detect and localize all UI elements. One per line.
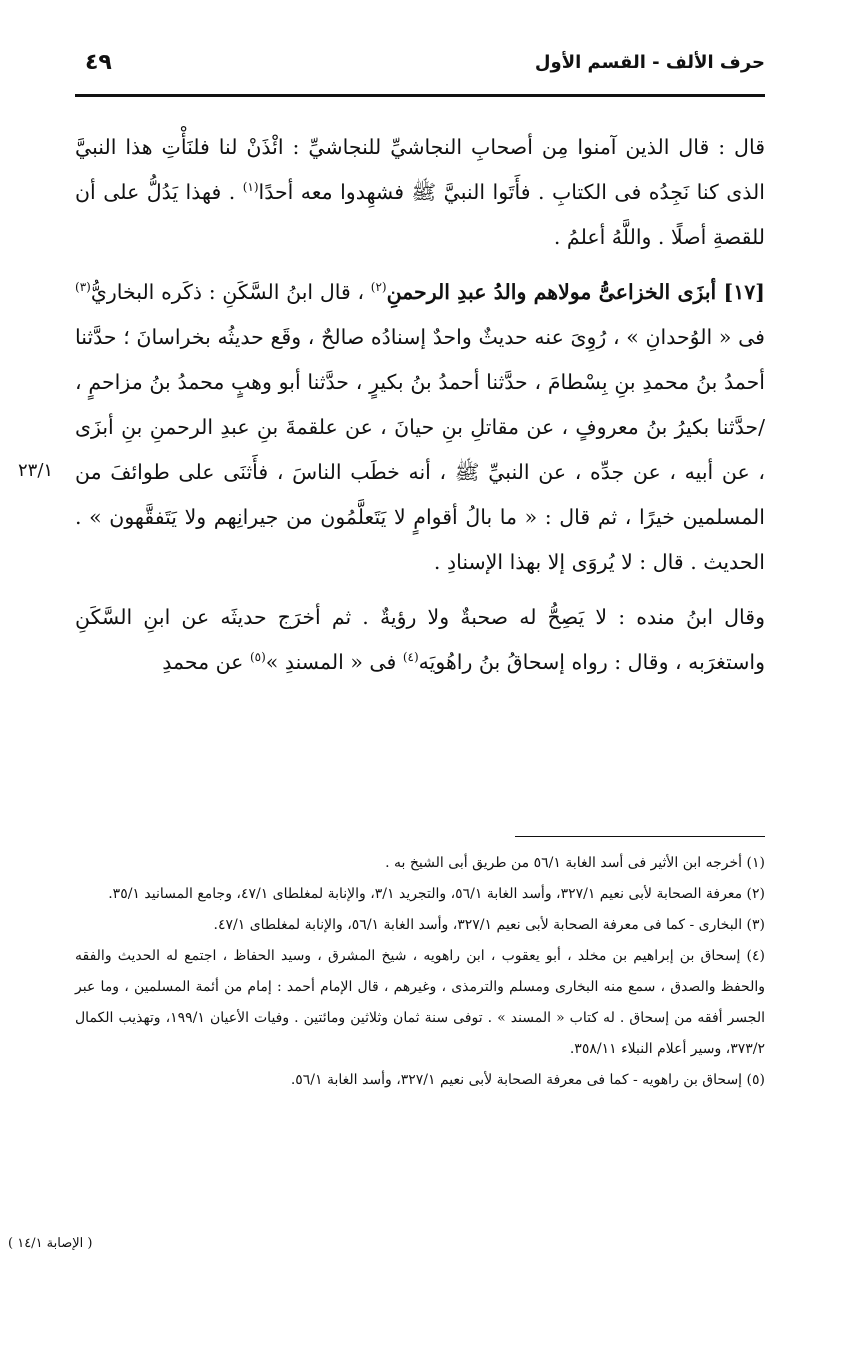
paragraph-1-end: . فهذا يَدُلُّ على أن للقصةِ أصلًا . واللَّهُ أعلمُ . xyxy=(75,180,765,249)
manuscript-folio-marker: ٢٣/١ xyxy=(18,460,54,481)
main-text xyxy=(75,125,765,685)
footnote-3: (٣) البخارى - كما فى معرفة الصحابة لأبى نعيم ٣٢٧/١، وأسد الغابة ٥٦/١، والإنابة لمغلطاى ٤٧/١. xyxy=(213,917,765,933)
footnote-1: (١) أخرجه ابن الأثير فى أسد الغابة ٥٦/١ من طريق أبى الشيخ به . xyxy=(385,855,765,871)
footnote-2: (٢) معرفة الصحابة لأبى نعيم ٣٢٧/١، وأسد الغابة ٥٦/١، والتجريد ٣/١، والإنابة لمغلطاى ٤٧/١، وجامع المسانيد ٣٥/١. xyxy=(108,886,765,902)
source-note: ( الإصابة ١٤/١ ) xyxy=(8,1236,93,1251)
paragraph-2 xyxy=(75,270,765,585)
paragraph-3-text-a: وقال ابنُ منده : لا يَصِحُّ له صحبةٌ ولا رؤيةٌ . ثم أخرَج حديثَه عن ابنِ السَّكَنِ واستغرَبه ، وقال : رواه إسحاقُ بنُ راهُويَه xyxy=(75,605,765,674)
footnote-ref-4: (٤) xyxy=(402,650,419,665)
paragraph-2-text-a: ، قال ابنُ السَّكَنِ : ذكَره البخاريُّ xyxy=(90,280,371,304)
paragraph-3-text-b: فى « المسندِ » xyxy=(265,650,403,674)
footnote-ref-5: (٥) xyxy=(249,650,266,665)
footnote-ref-3: (٣) xyxy=(75,280,91,295)
paragraph-1-text: قال : قال الذين آمنوا مِن أصحابِ النجاشيِّ للنجاشيِّ : ائْذَنْ لنا فلنَأْتِ هذا النبيَّ الذى كنا نَجِدُه فى الكتابِ . فأَتَوا النبيَّ ﷺ فشهِدوا معه أحدًا xyxy=(75,135,765,204)
header-rule xyxy=(75,94,765,97)
page-number: ٤٩ xyxy=(85,50,112,75)
running-title: حرف الألف - القسم الأول xyxy=(534,52,765,73)
entry-heading: [١٧] أبزَى الخزاعىُّ مولاهم والدُ عبدِ الرحمنِ xyxy=(386,280,765,304)
paragraph-3 xyxy=(75,595,765,685)
paragraph-1 xyxy=(75,125,765,260)
paragraph-2-text-b: فى « الوُحدانِ » ، رُوِىَ عنه حديثٌ واحدٌ إسنادُه صالحٌ ، وقَع حديثُه بخراسانَ ؛ حدَّثنا أحمدُ بنُ محمدِ بنِ بِسْطامَ ، حدَّثنا أحمدُ بنُ بكيرٍ ، حدَّثنا أبو وهبٍ محمدُ بنُ مزاحمٍ ، /حدَّثنا بكيرُ بنُ معروفٍ ، عن مقاتلِ بنِ حيانَ ، عن علقمةَ بنِ عبدِ الرحمنِ بنِ أبزَى ، عن أبيه ، عن جدِّه ، عن النبيِّ ﷺ ، أنه خطَب الناسَ ، فأَثنَى على طوائفَ من المسلمين خيرًا ، ثم قال : « ما بالُ أقوامٍ لا يَتَعلَّمُون من جيرانِهم ولا يَتَفقَّهون » . الحديث . قال : لا يُروَى إلا بهذا الإسنادِ . xyxy=(75,325,765,574)
footnotes xyxy=(75,848,765,1096)
footnote-ref-2: (٢) xyxy=(370,280,387,295)
page-header xyxy=(75,50,765,90)
footnote-ref-1: (١) xyxy=(242,180,259,195)
footnote-5: (٥) إسحاق بن راهويه - كما فى معرفة الصحابة لأبى نعيم ٣٢٧/١، وأسد الغابة ٥٦/١. xyxy=(290,1072,765,1088)
paragraph-3-text-c: عن محمدِ xyxy=(162,650,250,674)
footnote-4: (٤) إسحاق بن إبراهيم بن مخلد ، أبو يعقوب ، ابن راهويه ، شيخ المشرق ، وسيد الحفاظ ، اجتمع له الحديث والفقه والحفظ والصدق ، سمع منه البخارى ومسلم والترمذى ، وغيرهم ، قال الإمام أحمد : إمام من أئمة المسلمين ، وما عبر الجسر أفقه من إسحاق . له كتاب « المسند » . توفى سنة ثمان وثلاثين ومائتين . وفيات الأعيان ١٩٩/١، وتهذيب الكمال ٣٧٣/٢، وسير أعلام النبلاء ٣٥٨/١١. xyxy=(75,948,765,1057)
footnote-separator xyxy=(515,836,765,837)
